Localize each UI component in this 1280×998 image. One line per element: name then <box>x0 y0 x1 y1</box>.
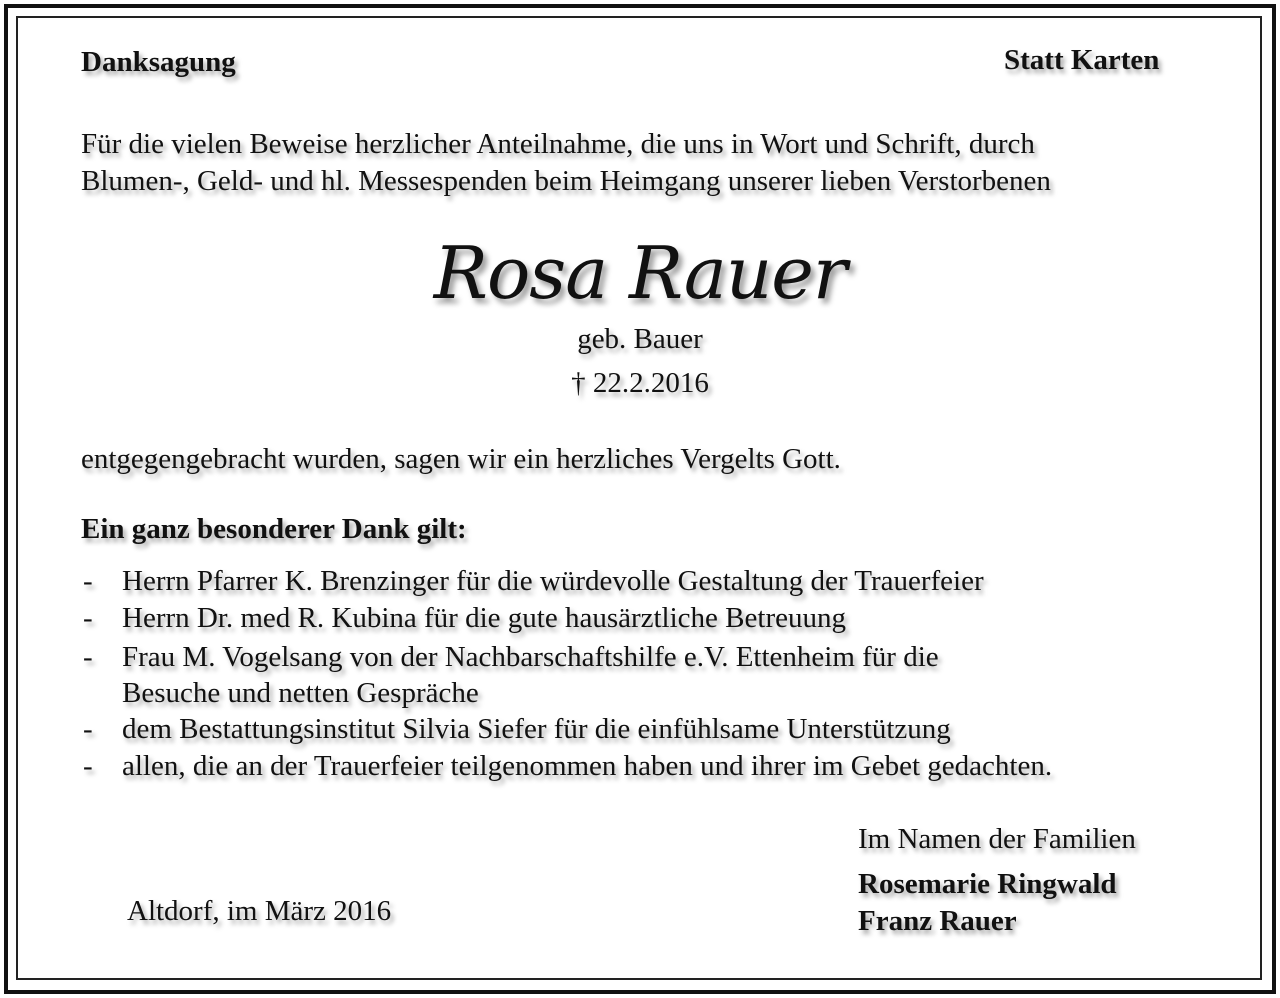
list-bullet: - <box>83 565 93 597</box>
list-item: Herrn Pfarrer K. Brenzinger für die würdevolle Gestaltung der Trauerfeier <box>122 565 984 597</box>
thanks-heading: Ein ganz besonderer Dank gilt: <box>81 513 467 545</box>
list-bullet: - <box>83 713 93 745</box>
list-bullet: - <box>83 602 93 634</box>
closing-sentence: entgegengebracht wurden, sagen wir ein herzliches Vergelts Gott. <box>81 443 841 475</box>
list-item: allen, die an der Trauerfeier teilgenommen haben und ihrer im Gebet gedachten. <box>122 750 1053 782</box>
intro-line-1: Für die vielen Beweise herzlicher Anteilnahme, die uns in Wort und Schrift, durch <box>81 128 1035 160</box>
heading-danksagung: Danksagung <box>81 46 236 78</box>
list-item: Herrn Dr. med R. Kubina für die gute hausärztliche Betreuung <box>122 602 846 634</box>
place-date: Altdorf, im März 2016 <box>127 895 392 927</box>
heading-statt-karten: Statt Karten <box>1004 44 1160 76</box>
intro-line-2: Blumen-, Geld- und hl. Messespenden beim Heimgang unserer lieben Verstorbenen <box>81 165 1051 197</box>
signature-name: Franz Rauer <box>858 905 1017 937</box>
list-item: Frau M. Vogelsang von der Nachbarschaftshilfe e.V. Ettenheim für die <box>122 641 939 673</box>
list-bullet: - <box>83 641 93 673</box>
deceased-name: Rosa Rauer <box>433 231 847 315</box>
death-date: † 22.2.2016 <box>571 367 709 399</box>
list-bullet: - <box>83 750 93 782</box>
birth-name: geb. Bauer <box>577 323 703 355</box>
signature-name: Rosemarie Ringwald <box>858 868 1117 900</box>
list-item-continuation: Besuche und netten Gespräche <box>122 677 479 709</box>
signature-intro: Im Namen der Familien <box>858 823 1136 855</box>
list-item: dem Bestattungsinstitut Silvia Siefer für die einfühlsame Unterstützung <box>122 713 951 745</box>
